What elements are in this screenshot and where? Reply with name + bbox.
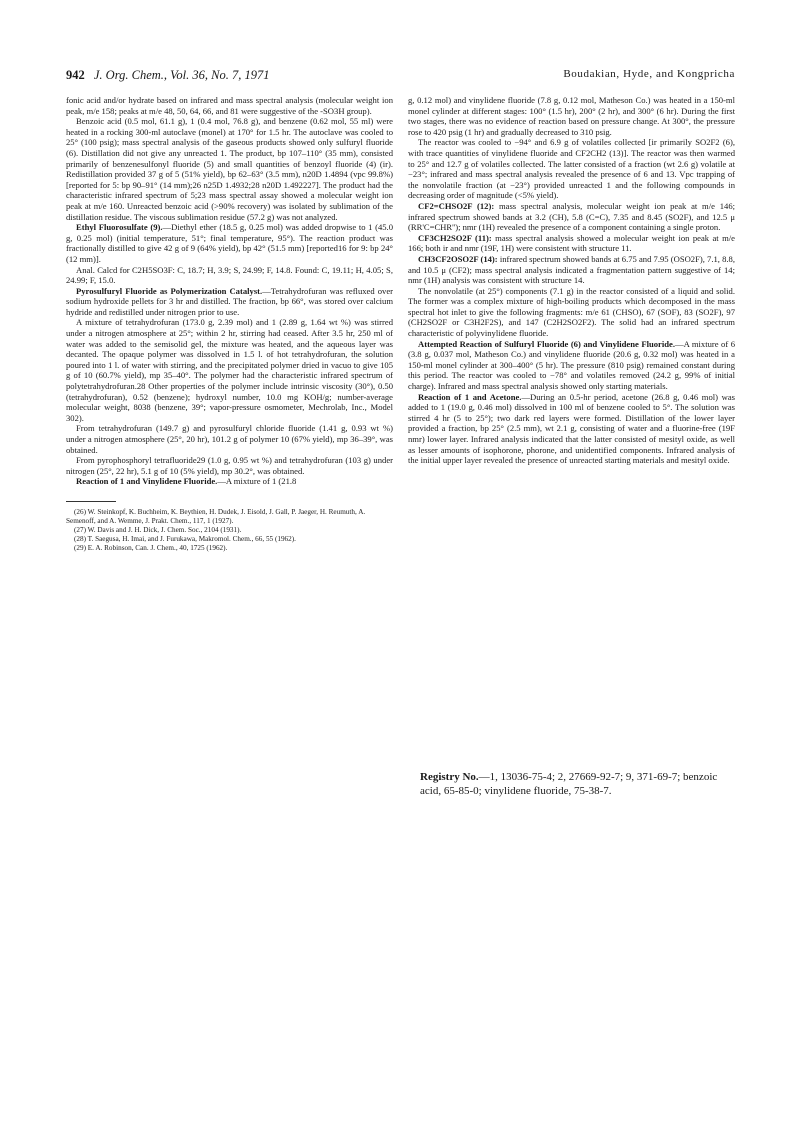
registry-label: Registry No. (420, 771, 479, 783)
paragraph: Anal. Calcd for C2H5SO3F: C, 18.7; H, 3.9; S, 24.99; F, 14.8. Found: C, 19.11; H, 4.05; S, 24.99; F, 15.0. (66, 264, 393, 286)
footnote-divider (66, 501, 116, 502)
footnote: (27) W. Davis and J. H. Dick, J. Chem. Soc., 2104 (1931). (74, 525, 242, 534)
registry-numbers (420, 771, 738, 798)
right-column (408, 95, 735, 466)
paragraph: The nonvolatile (at 25°) components (7.1 g) in the reactor consisted of a liquid and solid. The former was a complex mixture of high-boiling products which decomposed in the mass spectral hot inlet to give the following fragments: m/e 61 (CHSO), 67 (SOF), 83 (SO2F), 97 (CH2SO2F or C3H2F2S), and 147 (C2H2SO2F2). The solid had an infrared spectrum characteristic of polyvinylidene fluoride. (408, 285, 735, 339)
paragraph: Pyrosulfuryl Fluoride as Polymerization Catalyst.—Tetrahydrofuran was refluxed over sodium hydroxide pellets for 3 hr and distilled. The fraction, bp 66°, was stored over calcium hydride and redistilled under nitrogen prior to use. (66, 285, 393, 317)
paragraph: Benzoic acid (0.5 mol, 61.1 g), 1 (0.4 mol, 76.8 g), and benzene (0.62 mol, 55 ml) were heated in a rocking 300-ml autoclave (monel) at 170° for 1.5 hr. The autoclave was cooled to 25° (100 psig); mass spectral analysis of the gaseous products showed only sulfuryl fluoride (6). Distillation did not give any unreacted 1. The product, bp 107–110° (35 mm), consisted primarily of benzenesulfonyl fluoride (5) and small quantities of benzoyl fluoride (4) (ir). Redistillation provided 37 g of 5 (51% yield), bp 62–63° (3.5 mm), n20D 1.4894 (vpc 99.8%) [reported for 5: bp 90–91° (14 mm);26 n25D 1.4932;28 n20D 1.492227]. The product had the characteristic infrared spectrum of 5;23 mass spectral assay showed a molecular weight ion peak at m/e 160. Unreacted benzoic acid (>90% recovery) was isolated by sublimation of the distillation residue. The viscous sublimation residue (57.2 g) was not analyzed. (66, 116, 393, 222)
paragraph: From pyrophosphoryl tetrafluoride29 (1.0 g, 0.95 wt %) and tetrahydrofuran (103 g) under nitrogen (25°, 22 hr), 5.1 g of 10 (5% yield), mp 30.2°, was obtained. (66, 455, 393, 476)
run-in-heading: Pyrosulfuryl Fluoride as Polymerization Catalyst. (76, 285, 263, 296)
paragraph: Reaction of 1 and Vinylidene Fluoride.—A mixture of 1 (21.8 (76, 476, 297, 487)
registry-text: —1, 13036-75-4; 2, 27669-92-7; 9, 371-69-7; benzoic acid, 65-85-0; vinylidene fluoride, 75-38-7. (420, 771, 718, 797)
paragraph: g, 0.12 mol) and vinylidene fluoride (7.8 g, 0.12 mol, Matheson Co.) was heated in a 150-ml monel cylinder at different stages: 100° (1.5 hr), 200° (2 hr), and 300° (6 hr). During the first two stages, there was no evidence of reaction based on pressure change. At 300°, the pressure rose to 420 psig (1 hr) and gradually decreased to 310 psig. (408, 95, 735, 137)
footnote: (28) T. Saegusa, H. Imai, and J. Furukawa, Makromol. Chem., 66, 55 (1962). (74, 534, 296, 543)
paragraph: Ethyl Fluorosulfate (9).—Diethyl ether (18.5 g, 0.25 mol) was added dropwise to 1 (45.0 g, 0.25 mol) (initial temperature, 51°; final temperature, 95°). The reaction product was fractionally distilled to give 42 g of 9 (64% yield), bp 42° (51.5 mm) [reported16 for 9: bp 24° (12 mm)]. (66, 222, 393, 264)
run-in-heading: Reaction of 1 and Vinylidene Fluoride. (76, 476, 218, 487)
paragraph: CF2=CHSO2F (12): mass spectral analysis, molecular weight ion peak at m/e 146; infrared spectrum showed bands at 3.2 (CH), 5.8 (C=C), 7.35 and 8.45 (SO2F), and 12.5 μ (RR'C=CHR''); nmr (1H) revealed the presence of a component containing a single proton. (408, 200, 735, 233)
compound-heading: CF3CH2SO2F (11): (418, 232, 492, 243)
left-column (66, 95, 393, 553)
journal-citation: J. Org. Chem., Vol. 36, No. 7, 1971 (93, 68, 270, 82)
author-names: Boudakian, Hyde, and Kongpricha (563, 68, 735, 80)
paragraph: Reaction of 1 and Acetone.—During an 0.5-hr period, acetone (26.8 g, 0.46 mol) was added to 1 (19.0 g, 0.46 mol) dissolved in 100 ml of benzene cooled to 5°. The solution was stirred 4 hr (5 to 25°); two dark red layers were formed. Distillation of the lower layer provided a fraction, bp 25° (2.5 mm), wt 2.1 g, consisting of water and a fluorine-free (19F nmr) lower layer. Infrared analysis indicated that the latter consisted of mesityl oxide, as well as lesser amounts of isophorone, phorone, and unidentified components. Infrared analysis of the initial upper layer revealed the presence of unreacted starting materials and mesityl oxide. (408, 391, 735, 466)
paragraph: Attempted Reaction of Sulfuryl Fluoride (6) and Vinylidene Fluoride.—A mixture of 6 (3.8 g, 0.037 mol, Matheson Co.) and vinylidene fluoride (20.6 g, 0.32 mol) was heated in a 150-ml monel cylinder at 300–400° (5 hr). The pressure (810 psig) remained constant during this period. The reactor was cooled to −78° and volatiles removed (24.2 g, 99% of initial charge). Infrared and mass spectral analysis showed only starting materials. (408, 338, 735, 392)
compound-heading: CF2=CHSO2F (12): (418, 200, 495, 211)
compound-heading: CH3CF2OSO2F (14): (418, 253, 498, 264)
footnote: (26) W. Steinkopf, K. Buchheim, K. Beythien, H. Dudek, J. Eisold, J. Gall, P. Jaeger, H. Reumuth, A. Semenoff, and A. Wemme, J. Prakt. Chem., 117, 1 (1927). (66, 507, 366, 525)
run-in-heading: Ethyl Fluorosulfate (9). (76, 222, 163, 233)
paragraph: fonic acid and/or hydrate based on infrared and mass spectral analysis (molecular weight ion peak, m/e 158; peaks at m/e 48, 50, 64, 66, and 81 were suggestive of the -SO3H group). (66, 95, 393, 116)
paragraph: The reactor was cooled to −94° and 6.9 g of volatiles collected [ir primarily SO2F2 (6), with trace quantities of vinylidene fluoride and CF2CH2 (13)]. The reactor was then warmed to 25° and 12.7 g of volatiles collected. The latter consisted of a fraction (wt 2.6 g) volatile at −23°; infrared and mass spectral analysis revealed the presence of 6 and 13. Vpc trapping of the nonvolatile fraction (at −23°) provided unreacted 1 and the following compounds in decreasing order of magnitude (<5% yield). (408, 137, 735, 201)
page-number: 942 (66, 68, 85, 82)
running-header (66, 68, 735, 84)
paragraph: CF3CH2SO2F (11): mass spectral analysis showed a molecular weight ion peak at m/e 166; both ir and nmr (19F, 1H) were consistent with structure 11. (408, 232, 735, 254)
run-in-heading: Reaction of 1 and Acetone. (418, 391, 522, 402)
header-left (66, 68, 269, 83)
paragraph: A mixture of tetrahydrofuran (173.0 g, 2.39 mol) and 1 (2.89 g, 1.64 wt %) was stirred under a nitrogen atmosphere at 25°; within 2 hr, stirring had ceased. After 3.5 hr, 250 ml of water was added to the semisolid gel, the mixture was heated, and the aqueous layer was decanted. The opaque polymer was dissolved in 1.5 l. of hot tetrahydrofuran, the solution poured into 1 l. of water with stirring, and the precipitated polymer dried in vacuo to give 105 g of 10 (60.7% yield), mp 35–40°. The polymer had the characteristic infrared spectrum of polytetrahydrofuran.28 Other properties of the polymer include intrinsic viscosity (30°), 0.50 (tetrahydrofuran), 0.52 (benzene); hydroxyl number, 10.0 mg KOH/g; number-average molecular weight, 8038 (benzene, 39°; vapor-pressure osmometer, Mechrolab, Inc., Model 302). (66, 317, 393, 423)
run-in-heading: Attempted Reaction of Sulfuryl Fluoride (6) and Vinylidene Fluoride. (418, 338, 675, 349)
footnote: (29) E. A. Robinson, Can. J. Chem., 40, 1725 (1962). (74, 543, 228, 552)
paragraph: CH3CF2OSO2F (14): infrared spectrum showed bands at 6.75 and 7.95 (OSO2F), 7.1, 8.8, and 10.5 μ (CF2); mass spectral analysis indicated a fragmentation pattern suggestive of 14; nmr (1H) analysis was consistent with structure 14. (408, 253, 735, 286)
paragraph: From tetrahydrofuran (149.7 g) and pyrosulfuryl chloride fluoride (1.41 g, 0.93 wt %) under a nitrogen atmosphere (25°, 20 hr), 101.2 g of polymer 10 (67% yield), mp 36–39°, was obtained. (66, 423, 393, 455)
